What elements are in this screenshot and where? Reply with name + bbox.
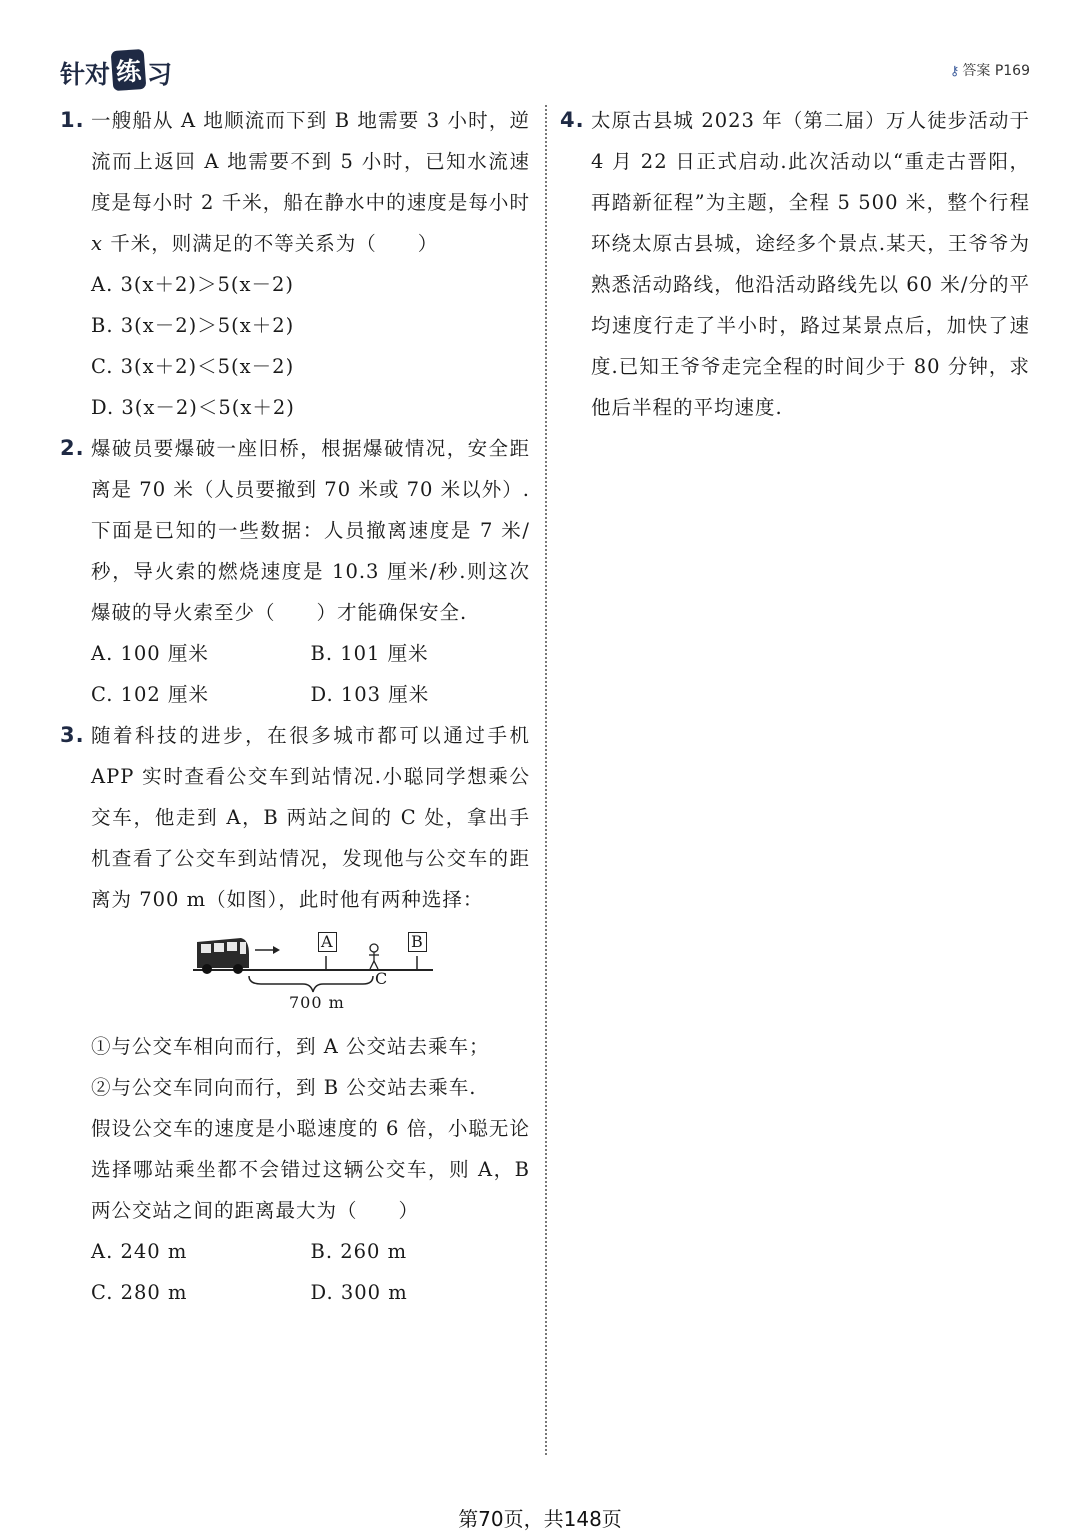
bus-icon [197, 938, 249, 974]
option-b[interactable]: B. 260 m [310, 1240, 408, 1263]
option-row [91, 633, 530, 674]
key-icon: ⚷ [949, 64, 960, 79]
logo-text-part1: 针对 [60, 60, 111, 89]
left-column [60, 100, 530, 1313]
question-stem [91, 100, 530, 264]
answer-reference [950, 60, 1030, 80]
station-b-label: B [408, 932, 427, 952]
person-icon [369, 944, 379, 969]
question-stem: 太原古县城 2023 年（第二届）万人徒步活动于 4 月 22 日正式启动.此次活动以“重走古晋阳，再踏新征程”为主题，全程 5 500 米，整个行程环绕太原古县城，途经多个景点.某天，王爷爷为熟悉活动路线，他沿活动路线先以 60 米/分的平均速度行走了半小时，路过某景点后，加快了速度.已知王爷爷走完全程的时间少于 80 分钟，求他后半程的平均速度. [591, 109, 1030, 419]
question-2 [60, 428, 530, 715]
option-d[interactable]: D. 103 厘米 [310, 683, 430, 706]
column-divider [545, 105, 547, 1455]
option-d[interactable]: D. 300 m [310, 1281, 408, 1304]
option-b[interactable]: B. 3(x－2)＞5(x＋2) [91, 314, 295, 337]
question-3 [60, 715, 530, 1313]
choice-1: ①与公交车相向而行，到 A 公交站去乘车； [91, 1035, 490, 1058]
question-stem-end: 千米，则满足的不等关系为（ ） [110, 232, 439, 255]
point-c-label: C [375, 969, 389, 988]
question-stem-part2: 假设公交车的速度是小聪速度的 6 倍，小聪无论选择哪站乘坐都不会错过这辆公交车，则 A，B 两公交站之间的距离最大为（ ） [91, 1117, 530, 1222]
option-b[interactable]: B. 101 厘米 [310, 642, 429, 665]
bus-distance-figure [191, 928, 441, 1016]
logo-text-part3: 习 [147, 60, 173, 89]
option-c[interactable]: C. 102 厘米 [91, 683, 210, 706]
question-stem-text: 一艘船从 A 地顺流而下到 B 地需要 3 小时，逆流而上返回 A 地需要不到 5 小时，已知水流速度是每小时 2 千米，船在静水中的速度是每小时 [91, 109, 530, 214]
page-footer: 第70页，共148页 [458, 1507, 622, 1531]
right-column [560, 100, 1030, 428]
answer-reference-text: 答案 P169 [962, 63, 1030, 79]
question-number: 3. [60, 723, 85, 747]
section-logo [60, 50, 172, 90]
question-stem: 爆破员要爆破一座旧桥，根据爆破情况，安全距离是 70 米（人员要撤到 70 米或 70 米以外）.下面是已知的一些数据：人员撤离速度是 7 米/秒，导火索的燃烧速度是 10.3 厘米/秒.则这次爆破的导火索至少（ ）才能确保安全. [91, 437, 530, 624]
choice-2: ②与公交车同向而行，到 B 公交站去乘车. [91, 1076, 477, 1099]
question-number: 1. [60, 108, 85, 132]
option-row [91, 1272, 530, 1313]
logo-text-part2: 练 [111, 49, 147, 91]
question-4 [560, 100, 1030, 428]
distance-label: 700 m [289, 993, 345, 1012]
station-a-label: A [318, 932, 337, 952]
option-a[interactable]: A. 100 厘米 [91, 642, 209, 665]
option-a[interactable]: A. 240 m [91, 1240, 188, 1263]
option-c[interactable]: C. 3(x＋2)＜5(x－2) [91, 355, 295, 378]
question-stem: 随着科技的进步，在很多城市都可以通过手机 APP 实时查看公交车到站情况.小聪同学想乘公交车，他走到 A，B 两站之间的 C 处，拿出手机查看了公交车到站情况，发现他与公交车的距离为 700 m（如图），此时他有两种选择： [91, 724, 530, 911]
question-number: 2. [60, 436, 85, 460]
option-c[interactable]: C. 280 m [91, 1281, 188, 1304]
option-row [91, 674, 530, 715]
option-a[interactable]: A. 3(x＋2)＞5(x－2) [91, 273, 295, 296]
question-number: 4. [560, 108, 585, 132]
option-row [91, 1231, 530, 1272]
option-d[interactable]: D. 3(x－2)＜5(x＋2) [91, 396, 295, 419]
variable-x: x [91, 232, 103, 255]
page-header [60, 50, 1030, 100]
question-1 [60, 100, 530, 428]
